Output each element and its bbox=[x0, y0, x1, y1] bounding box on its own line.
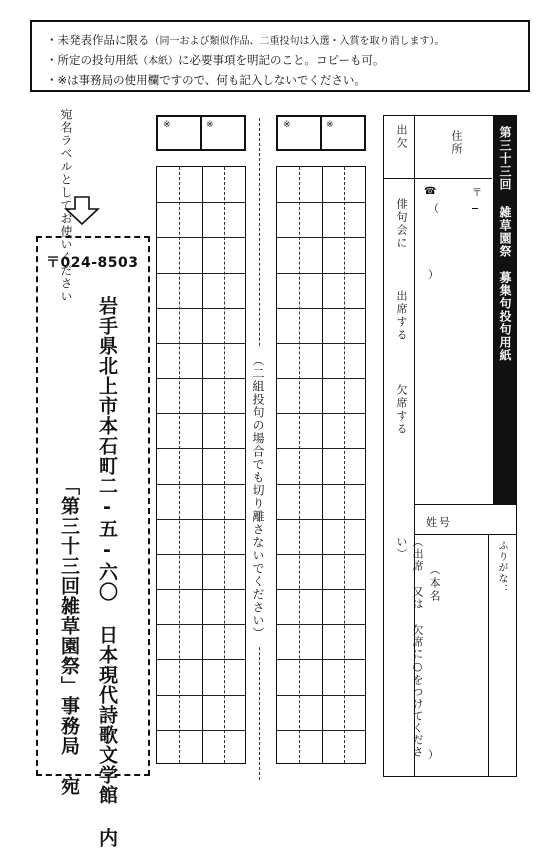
arrow-down-icon bbox=[64, 196, 100, 226]
grid-column-line bbox=[202, 167, 203, 763]
label-hint: 宛名ラベルとしてお使いください bbox=[59, 108, 73, 303]
grid-row-line bbox=[157, 695, 245, 696]
notice-line-2-b: に必要事項を明記のこと。コピーも可。 bbox=[178, 53, 385, 67]
grid-row-line bbox=[277, 659, 365, 660]
grid-row-line bbox=[277, 378, 365, 379]
grid-row-line bbox=[277, 202, 365, 203]
grid-row-line bbox=[157, 413, 245, 414]
attend-option[interactable]: 出席する bbox=[395, 290, 408, 342]
grid-row-line bbox=[157, 624, 245, 625]
grid-column-line bbox=[179, 167, 180, 763]
absent-option[interactable]: 欠席する bbox=[395, 384, 408, 436]
grid-row-line bbox=[277, 343, 365, 344]
grid-row-line bbox=[157, 202, 245, 203]
form-title-bar bbox=[493, 116, 516, 504]
notice-line-2-note: （本紙） bbox=[138, 56, 178, 67]
notice-line-3: ・※は事務局の使用欄ですので、何も記入しないでください。 bbox=[46, 73, 366, 87]
address-label-box bbox=[36, 236, 150, 848]
haiku-grid-right[interactable] bbox=[276, 166, 366, 764]
office-mark: ※ bbox=[163, 120, 171, 130]
form-title: 第三十三回 雑草園祭 募集句投句用紙 bbox=[498, 126, 512, 362]
grid-row-line bbox=[277, 484, 365, 485]
name-header: 姓号 bbox=[426, 516, 452, 529]
grid-column-line bbox=[344, 167, 345, 763]
grid-row-line bbox=[157, 484, 245, 485]
grid-row-line bbox=[157, 554, 245, 555]
grid-row-line bbox=[157, 378, 245, 379]
postal-mark: 〒 bbox=[472, 188, 484, 199]
grid-row-line bbox=[277, 554, 365, 555]
grid-row-line bbox=[277, 237, 365, 238]
notice-line-1-note: （同一および類似作品、二重投句は入選・入賞を取り消します）。 bbox=[149, 36, 445, 47]
grid-row-line bbox=[277, 413, 365, 414]
grid-row-line bbox=[157, 308, 245, 309]
phone-open-paren: （ bbox=[428, 202, 441, 215]
grid-row-line bbox=[277, 624, 365, 625]
circle-instruction: （出席 又は 欠席に○をつけてください） bbox=[395, 536, 424, 758]
office-use-box-right bbox=[276, 115, 366, 151]
notice-line-1 bbox=[46, 32, 445, 48]
recipient-line: 「第三十三回雑草園祭」事務局 宛 bbox=[58, 476, 80, 796]
office-mark: ※ bbox=[283, 120, 291, 130]
office-mark: ※ bbox=[206, 120, 214, 130]
notice-box bbox=[30, 20, 530, 92]
office-use-box-left bbox=[156, 115, 246, 151]
attendance-header: 出欠 bbox=[395, 124, 408, 150]
office-mark: ※ bbox=[326, 120, 334, 130]
grid-row-line bbox=[157, 519, 245, 520]
haiku-grid-left[interactable] bbox=[156, 166, 246, 764]
grid-row-line bbox=[277, 589, 365, 590]
notice-line-1-main: ・未発表作品に限る bbox=[46, 33, 150, 47]
address-line: 岩手県北上市本石町二-五-六〇 日本現代詩歌文学館 内 bbox=[96, 296, 118, 848]
haiku-kai-label: 俳句会に bbox=[395, 198, 408, 250]
notice-line-2-a: ・所定の投句用紙 bbox=[46, 53, 138, 67]
phone-close-paren: ） bbox=[428, 268, 441, 281]
grid-row-line bbox=[157, 448, 245, 449]
grid-row-line bbox=[277, 519, 365, 520]
grid-row-line bbox=[277, 730, 365, 731]
grid-row-line bbox=[157, 730, 245, 731]
grid-row-line bbox=[157, 659, 245, 660]
grid-row-line bbox=[157, 237, 245, 238]
grid-row-line bbox=[157, 343, 245, 344]
grid-column-line bbox=[224, 167, 225, 763]
phone-icon: ☎ bbox=[424, 186, 439, 197]
furigana-label[interactable]: ふりがな： bbox=[496, 540, 507, 595]
grid-row-line bbox=[157, 589, 245, 590]
grid-row-line bbox=[277, 695, 365, 696]
real-name-close-paren: ） bbox=[428, 748, 441, 761]
real-name-label[interactable]: （本名 bbox=[428, 564, 441, 603]
postal-code: 〒024-8503 bbox=[46, 255, 139, 271]
notice-line-2 bbox=[46, 52, 385, 68]
grid-column-line bbox=[299, 167, 300, 763]
grid-row-line bbox=[277, 308, 365, 309]
grid-row-line bbox=[277, 273, 365, 274]
address-header: 住所 bbox=[450, 130, 463, 156]
grid-row-line bbox=[157, 273, 245, 274]
grid-column-line bbox=[322, 167, 323, 763]
do-not-separate-note: （二組投句の場合でも切り離さないでください） bbox=[250, 348, 267, 646]
grid-row-line bbox=[277, 448, 365, 449]
